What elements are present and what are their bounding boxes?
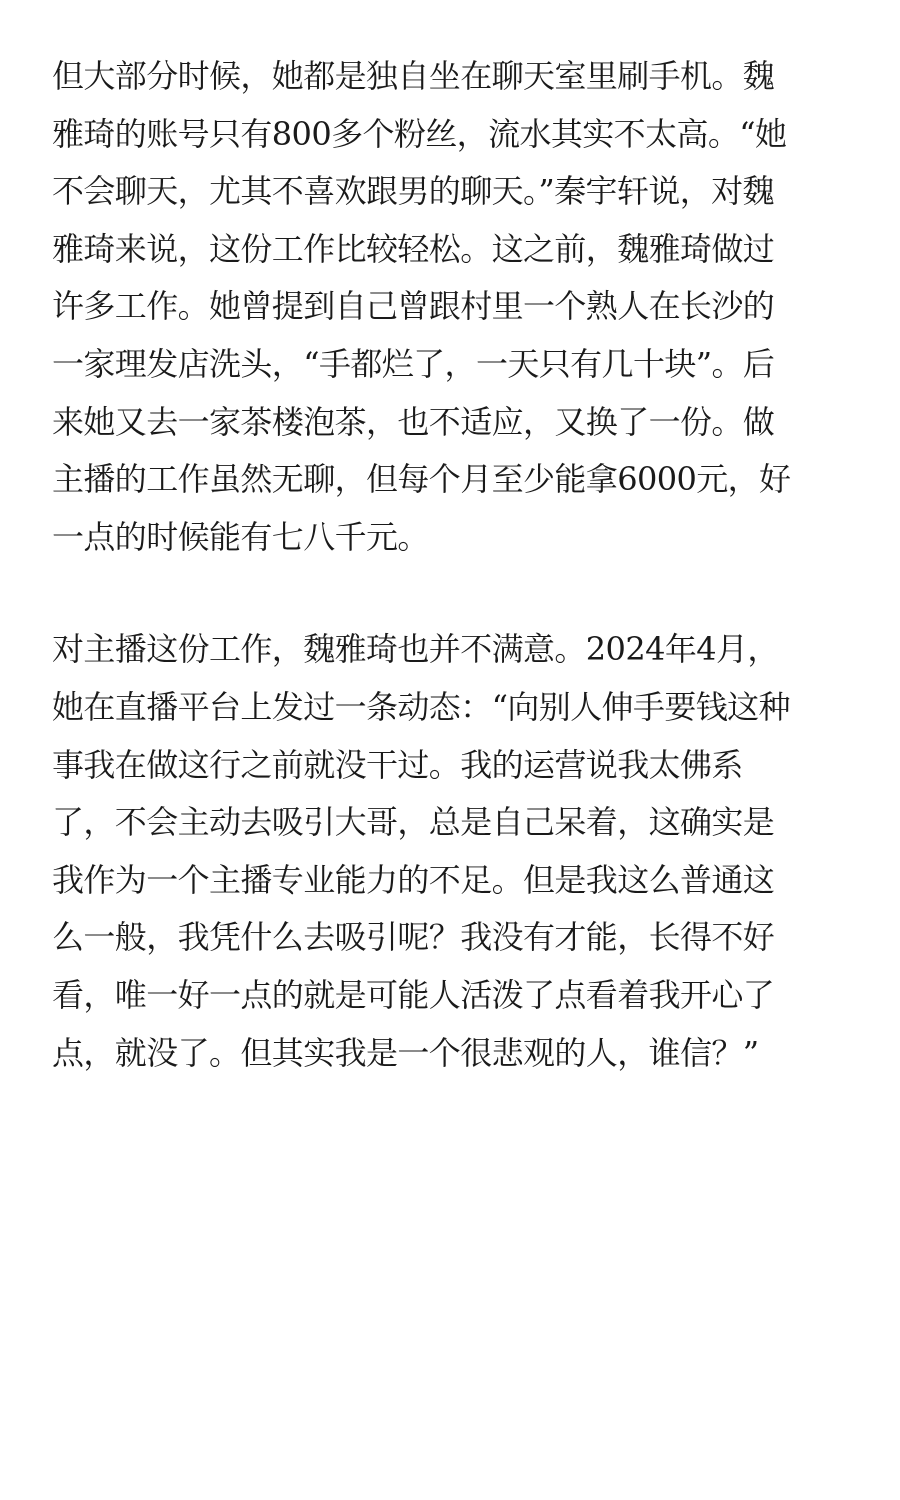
paragraph-line: 来她又去一家茶楼泡茶，也不适应，又换了一份。做 xyxy=(52,402,775,441)
paragraph-line: 许多工作。她曾提到自己曾跟村里一个熟人在长沙的 xyxy=(52,287,775,326)
paragraph-line: 点，就没了。但其实我是一个很悲观的人，谁信？” xyxy=(52,1033,759,1072)
paragraph-line: 事我在做这行之前就没干过。我的运营说我太佛系 xyxy=(52,745,743,784)
paragraph-line: 一家理发店洗头，“手都烂了，一天只有几十块”。后 xyxy=(52,344,775,383)
paragraph-line: 但大部分时候，她都是独自坐在聊天室里刷手机。魏 xyxy=(52,57,775,95)
paragraph-line: 我作为一个主播专业能力的不足。但是我这么普通这 xyxy=(52,860,775,899)
paragraph-line: 一点的时候能有七八千元。 xyxy=(52,517,429,556)
paragraph-line: 她在直播平台上发过一条动态：“向别人伸手要钱这种 xyxy=(52,687,790,726)
paragraph-line: 看，唯一好一点的就是可能人活泼了点看着我开心了 xyxy=(52,975,775,1014)
paragraph-line: 了，不会主动去吸引大哥，总是自己呆着，这确实是 xyxy=(52,803,775,842)
paragraph-line: 主播的工作虽然无聊，但每个月至少能拿6000元，好 xyxy=(52,460,791,499)
paragraph-1 xyxy=(52,48,852,566)
paragraph-2 xyxy=(52,621,852,1082)
paragraph-line: 雅琦的账号只有800多个粉丝，流水其实不太高。“她 xyxy=(52,114,787,153)
paragraph-line: 雅琦来说，这份工作比较轻松。这之前，魏雅琦做过 xyxy=(52,229,775,268)
paragraph-line: 么一般，我凭什么去吸引呢？我没有才能，长得不好 xyxy=(52,918,775,957)
paragraph-line: 对主播这份工作，魏雅琦也并不满意。2024年4月， xyxy=(52,630,779,669)
paragraph-line: 不会聊天，尤其不喜欢跟男的聊天。”秦宇轩说，对魏 xyxy=(52,172,774,211)
article-body xyxy=(52,48,852,1082)
